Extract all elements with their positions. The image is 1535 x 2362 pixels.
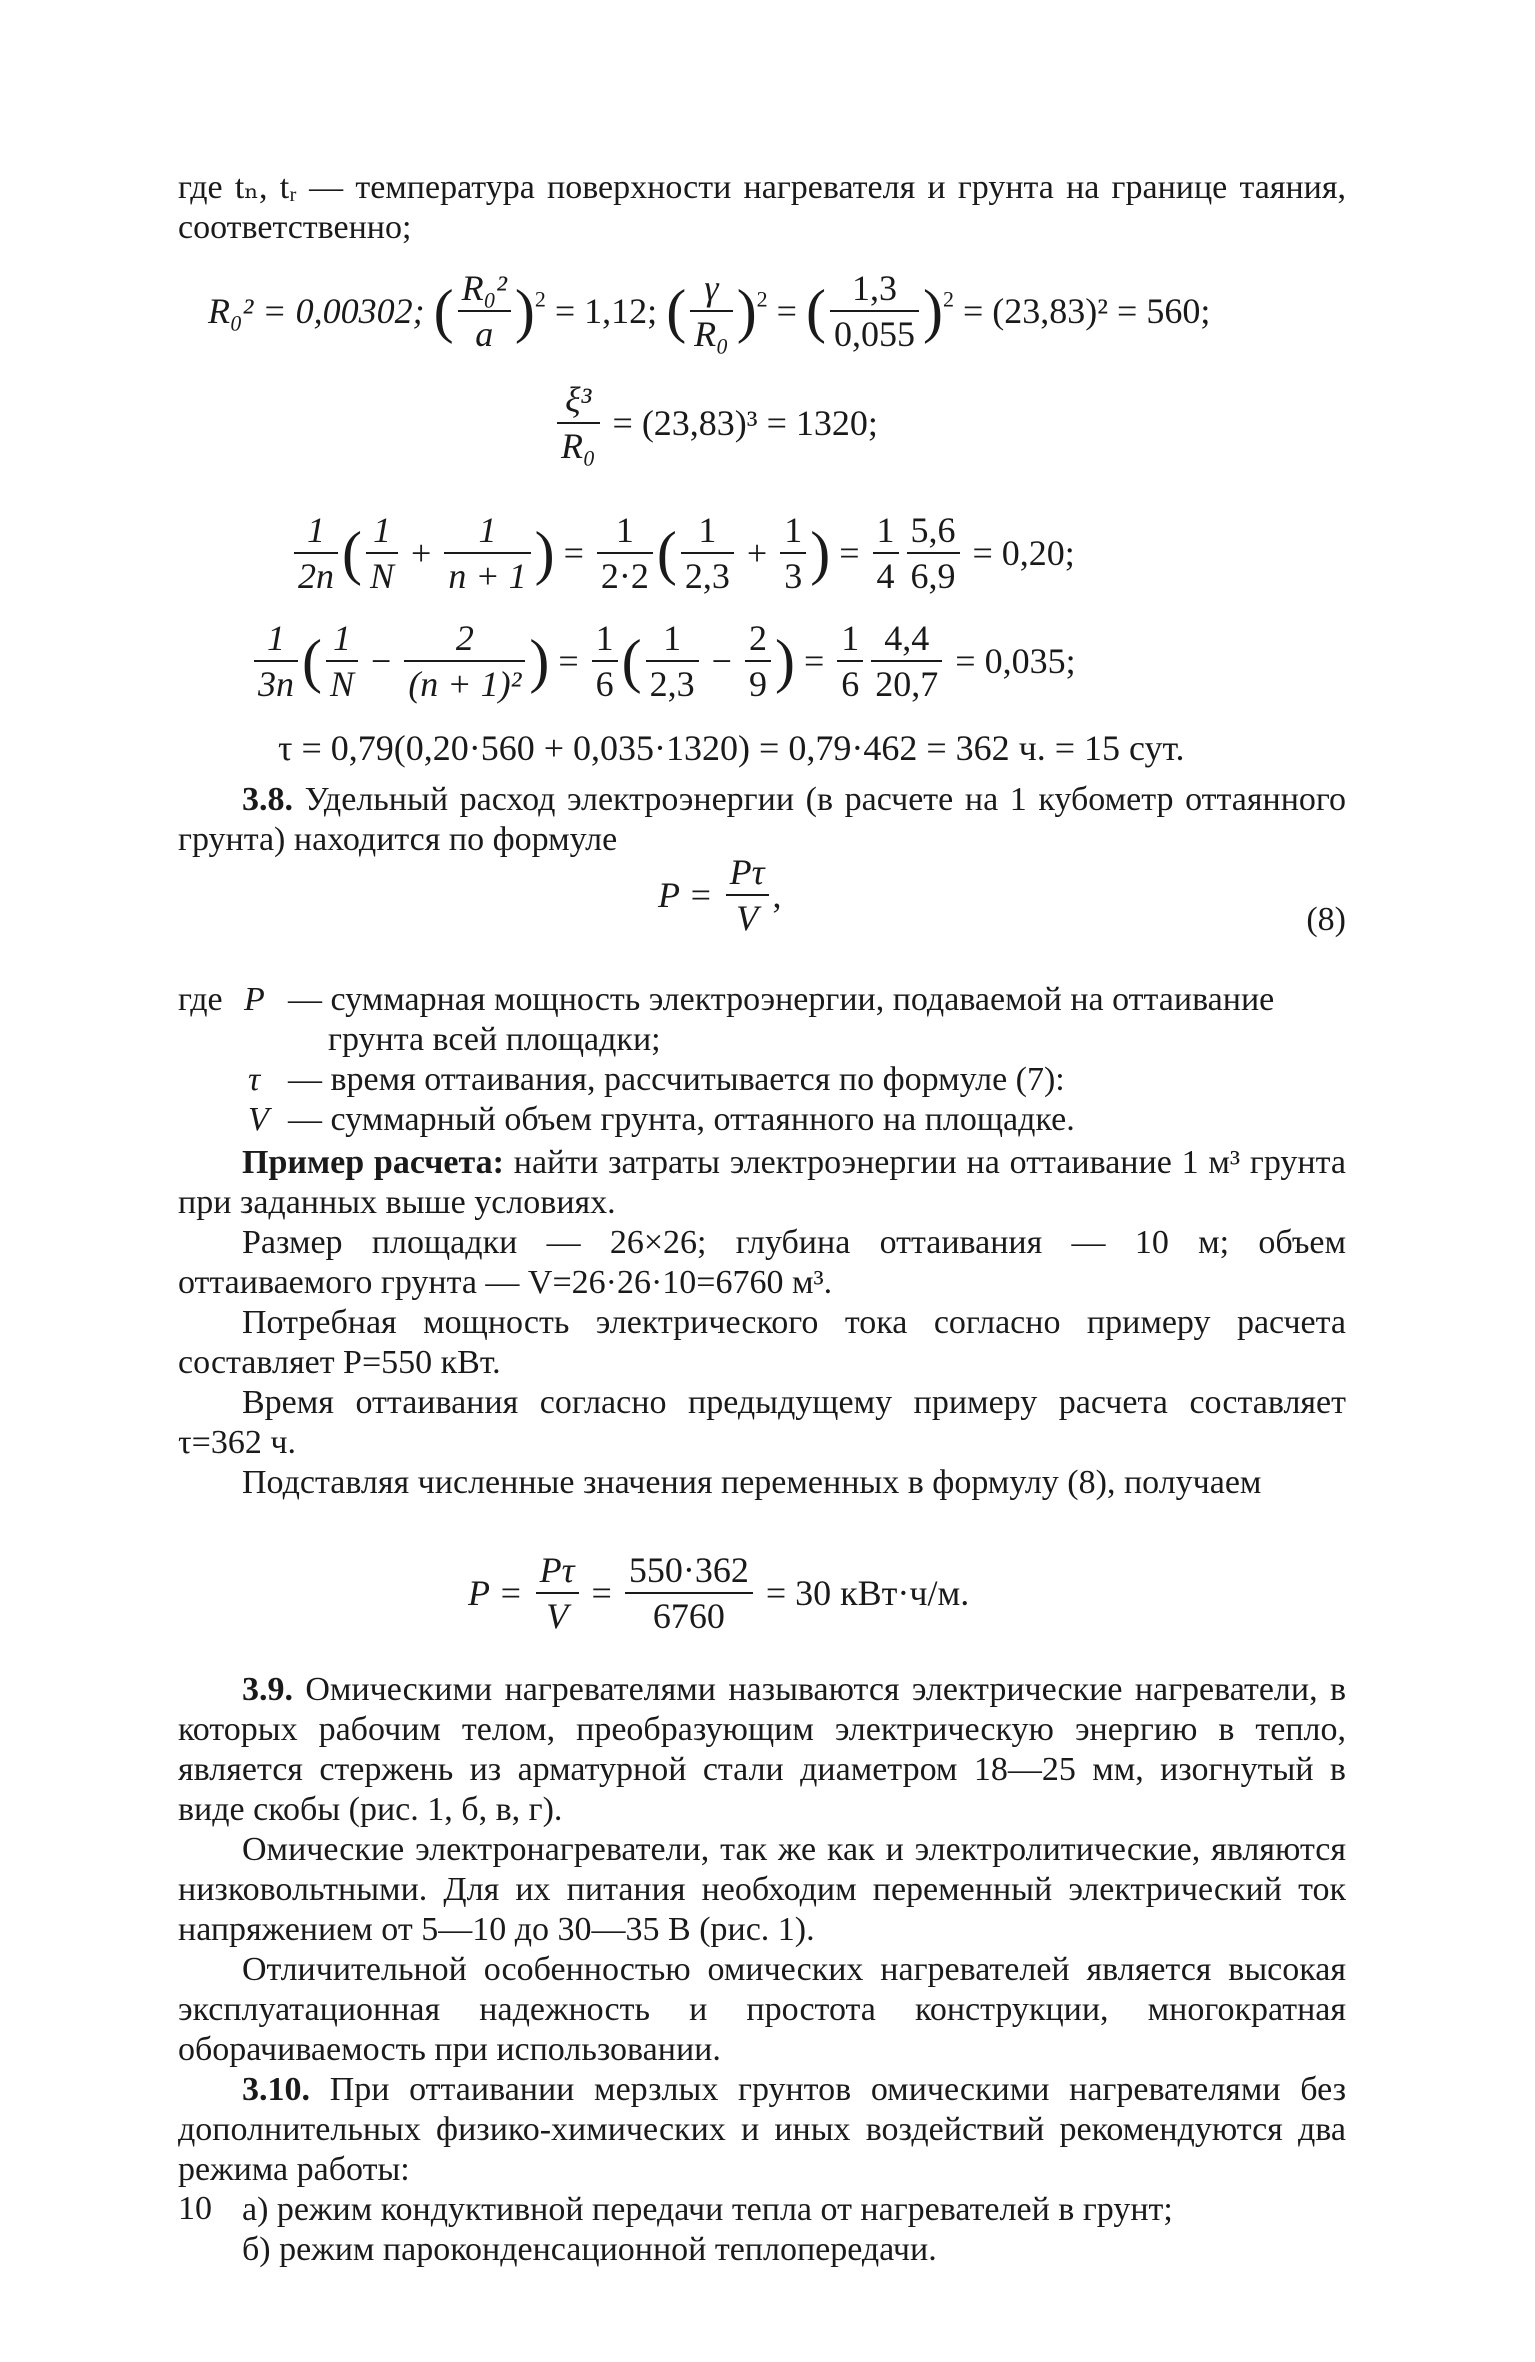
section-3-9-p3: Отличительной особенностью омических нагревателей является высокая эксплуатационная надежность и простота конструкции, многократная оборачиваемость при использовании. [178,1951,1346,2068]
f3-result: = 0,20; [972,533,1075,573]
def-V: V — суммарный объем грунта, оттаянного на площадке. [248,1101,1075,1138]
example-p3: Время оттаивания согласно предыдущему примеру расчета составляет τ=362 ч. [178,1384,1346,1461]
f1-b-result: = 1,12; [554,291,658,331]
definition-list [178,980,1346,1140]
section-3-8-paragraph: 3.8. Удельный расход электроэнергии (в расчете на 1 кубометр оттаянного грунта) находится по формуле [178,781,1347,858]
f4-result: = 0,035; [955,641,1076,681]
formula-line-5: τ = 0,79(0,20·560 + 0,035·1320) = 0,79·462 = 362 ч. = 15 сут. [278,728,1185,768]
formula-8: P = $\frac{P\tau}{V}$ , [658,852,782,938]
intro-paragraph: где tₙ, tᵣ — температура поверхности нагревателя и грунта на границе таяния, соответственно; [178,169,1346,246]
page-number: 10 [178,2190,212,2227]
formula-line-3: $\frac{1}{2n}$ ( $\frac{1}{N}$ + $\frac{1}{n + 1}$ ) = $\frac{1}{2\cdot 2}$ ( $\frac{1}{2,3}$ + $\frac{1}{3}$ ) = $\frac{1}{4}$ $\frac{5,6}{6,9}$ = 0,20; [290,508,1075,598]
f1-d-frac: $\frac{1,3}{0,055}$ [830,266,919,356]
example-p2: Потребная мощность электрического тока согласно примеру расчета составляет P=550 кВт. [178,1304,1346,1381]
example-formula: P = $\frac{P\tau}{V}$ = $\frac{550\cdot 362}{6760}$ = 30 кВт·ч/м. [468,1550,970,1636]
def-tau: τ — время оттаивания, рассчитывается по формуле (7): [248,1061,1065,1098]
mode-item-a: а) режим кондуктивной передачи тепла от нагревателей в грунт; [242,2191,1173,2228]
example-p4: Подставляя численные значения переменных в формулу (8), получаем [242,1464,1262,1501]
formula-line-4: $\frac{1}{3n}$ ( $\frac{1}{N}$ − $\frac{2}{\text{(n + 1)²}}$ ) = $\frac{1}{6}$ ( $\frac{1}{2,3}$ − $\frac{2}{9}$ ) = $\frac{1}{6}$ $\frac{4,4}{20,7}$ = 0,035; [250,616,1076,706]
f2-result: = (23,83)³ = 1320; [612,403,878,443]
formula-line-2 [553,378,878,468]
mode-item-b: б) режим пароконденсационной теплопередачи. [242,2231,937,2268]
equation-number-8: (8) [1306,901,1346,938]
f1-a: R₀² = 0,00302; [208,291,425,331]
f2-frac: $\frac{\text{ξ³}}{\text{R₀}}$ [557,378,600,468]
f1-c-frac: $\frac{\gamma}{\text{R₀}}$ [690,266,733,356]
formula-line-1: R₀² = 0,00302; ( $\frac{\text{R₀²}}{a}$ )$^2$ = 1,12; ( $\frac{\gamma}{\text{R₀}}$ )$^2$ = ( $\frac{1,3}{0,055}$ )$^2$ = (23,83)² = 560; [208,268,1211,354]
example-p1: Размер площадки — 26×26; глубина оттаивания — 10 м; объем оттаиваемого грунта — V=26·26·10=6760 м³. [178,1224,1346,1301]
section-3-9-p1: 3.9. Омическими нагревателями называются электрические нагреватели, в которых рабочим телом, преобразующим электрическую энергию в тепло, является стержень из арматурной стали диаметром 18—25 мм, изогнутый в виде скобы (рис. 1, б, в, г). [178,1671,1346,1828]
section-3-10-paragraph: 3.10. При оттаивании мерзлых грунтов омическими нагревателями без дополнительных физико-химических и иных воздействий рекомендуются два режима работы: [178,2071,1346,2188]
section-3-9-p2: Омические электронагреватели, так же как и электролитические, являются низковольтными. Для их питания необходим переменный электрический ток напряжением от 5—10 до 30—35 В (рис. 1). [178,1831,1346,1948]
f1-b-frac: $\frac{\text{R₀²}}{a}$ [458,266,511,356]
def-P: где P — суммарная мощность электроэнергии, подаваемой на оттаивание грунта всей площадки; [178,981,1275,1058]
example-intro: Пример расчета: найти затраты электроэнергии на оттаивание 1 м³ грунта при заданных выше условиях. [178,1144,1346,1221]
f1-d-result: = (23,83)² = 560; [962,291,1211,331]
